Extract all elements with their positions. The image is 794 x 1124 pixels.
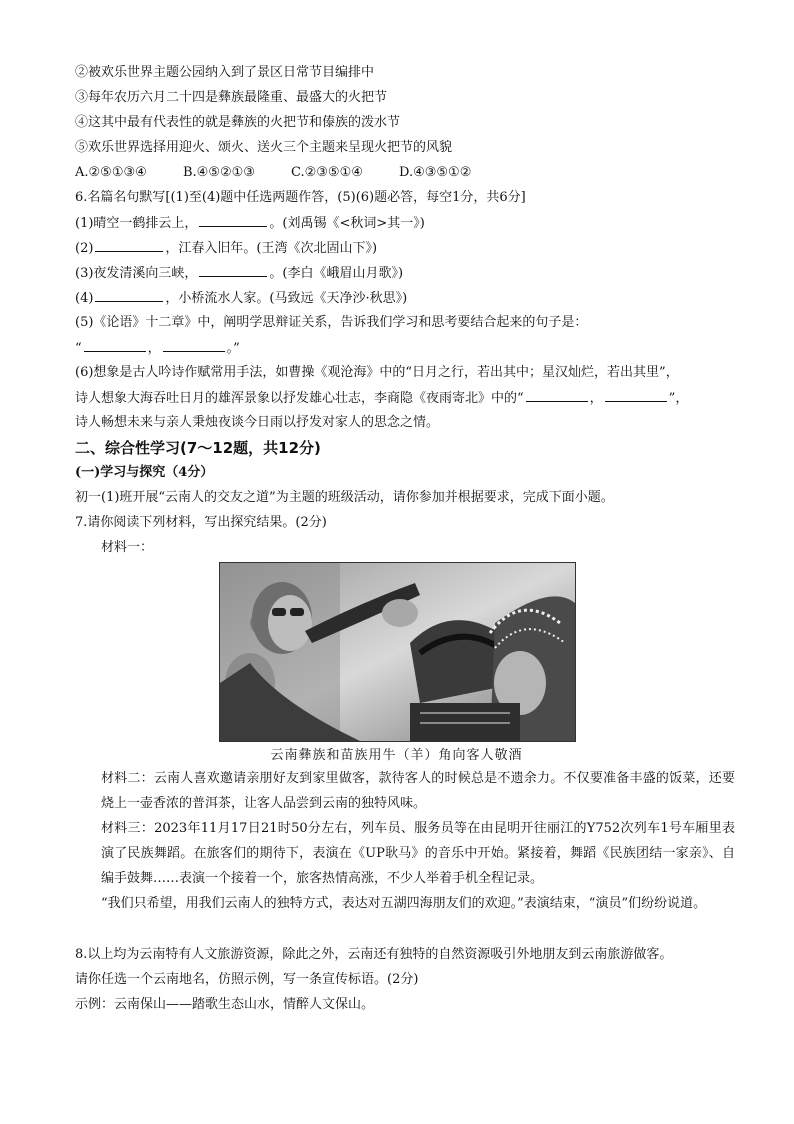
- answer-blank[interactable]: [605, 389, 667, 402]
- photo-illustration: [220, 563, 575, 741]
- q6-item-5: (5)《论语》十二章》中，阐明学思辩证关系，告诉我们学习和思考要结合起来的句子是：: [75, 315, 588, 330]
- option-c: C.②③⑤①④: [291, 165, 363, 180]
- material-3-quote: “我们只希望，用我们云南人的独特方式，表达对五湖四海朋友们的欢迎。”表演结束，“演员”们纷纷说道。: [101, 896, 707, 911]
- option-b: B.④⑤②①③: [183, 165, 255, 180]
- q7-stem: 7.请你阅读下列材料，写出探究结果。(2分): [75, 515, 327, 530]
- q6-item-4: (4) ，小桥流水人家。(马致远《天净沙·秋思》): [75, 291, 408, 306]
- answer-blank[interactable]: [95, 289, 163, 302]
- q6-item-6-line3: 诗人畅想未来与亲人秉烛夜谈今日雨以抒发对家人的思念之情。: [75, 415, 440, 430]
- q6-stem: 6.名篇名句默写[(1)至(4)题中任选两题作答，(5)(6)题必答，每空1分，共6分]: [75, 190, 526, 205]
- material-1-label: 材料一：: [101, 540, 154, 555]
- sentence-3: ③每年农历六月二十四是彝族最隆重、最盛大的火把节: [75, 90, 388, 105]
- option-d: D.④③⑤①②: [399, 165, 472, 180]
- answer-blank[interactable]: [199, 214, 267, 227]
- toast-photo: [219, 562, 576, 742]
- q8-stem-line1: 8.以上均为云南特有人文旅游资源，除此之外，云南还有独特的自然资源吸引外地朋友到云南旅游做客。: [75, 947, 673, 962]
- material-2: 材料二：云南人喜欢邀请亲朋好友到家里做客，款待客人的时候总是不遗余力。不仅要准备丰盛的饭菜，还要烧上一壶香浓的普洱茶，让客人品尝到云南的独特风味。: [101, 771, 735, 811]
- answer-blank[interactable]: [84, 339, 146, 352]
- q6-item-6-line1: (6)想象是古人吟诗作赋常用手法，如曹操《观沧海》中的“日月之行，若出其中；星汉灿烂，若出其里”，: [75, 365, 679, 380]
- photo-caption: 云南彝族和苗族用牛（羊）角向客人敬酒: [270, 748, 523, 763]
- q6-item-5-blanks: “ ， 。”: [75, 341, 240, 356]
- q6-item-6-line2: 诗人想象大海吞吐日月的雄浑景象以抒发雄心壮志，李商隐《夜雨寄北》中的“ ， ”，: [75, 391, 689, 406]
- activity-intro: 初一(1)班开展“云南人的交友之道”为主题的班级活动，请你参加并根据要求，完成下面小题。: [75, 490, 614, 505]
- option-a: A.②⑤①③④: [75, 165, 147, 180]
- sentence-4: ④这其中最有代表性的就是彝族的火把节和傣族的泼水节: [75, 115, 401, 130]
- section-2-title: 二、综合性学习(7～12题，共12分): [75, 439, 321, 457]
- subsection-title: (一)学习与探究（4分）: [75, 465, 214, 480]
- q6-item-2: (2) ，江春入旧年。(王湾《次北固山下》): [75, 241, 378, 256]
- q6-item-1: (1)晴空一鹤排云上， 。(刘禹锡《<秋词>其一》): [75, 216, 425, 231]
- q6-item-3: (3)夜发清溪向三峡， 。(李白《峨眉山月歌》): [75, 266, 404, 281]
- sentence-5: ⑤欢乐世界选择用迎火、颂火、送火三个主题来呈现火把节的风貌: [75, 140, 453, 155]
- q8-stem-line2: 请你任选一个云南地名，仿照示例，写一条宣传标语。(2分): [75, 972, 419, 987]
- answer-blank[interactable]: [526, 389, 588, 402]
- material-3: 材料三：2023年11月17日21时50分左右，列车员、服务员等在由昆明开往丽江的Y752次列车1号车厢里表演了民族舞蹈。在旅客们的期待下，表演在《UP耿马》的音乐中开始。紧接着，舞蹈《民族团结一家亲》、自编手鼓舞……表演一个接着一个，旅客热情高涨，不少人举着手机全程记录。: [101, 821, 735, 886]
- answer-blank[interactable]: [95, 239, 163, 252]
- answer-blank[interactable]: [199, 264, 267, 277]
- q8-example: 示例：云南保山——踏歌生态山水，情醉人文保山。: [75, 997, 375, 1012]
- answer-options: [75, 164, 754, 182]
- answer-blank[interactable]: [163, 339, 225, 352]
- sentence-2: ②被欢乐世界主题公园纳入到了景区日常节目编排中: [75, 65, 375, 80]
